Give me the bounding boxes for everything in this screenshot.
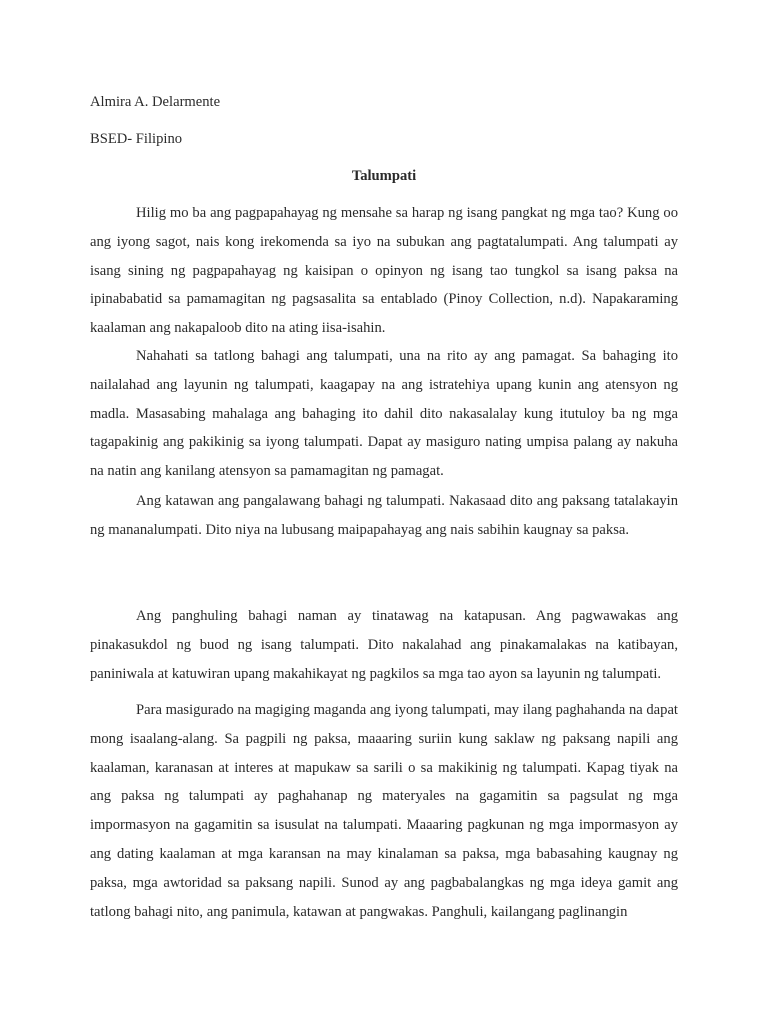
paragraph-paghahanda: Para masigurado na magiging maganda ang iyong talumpati, may ilang paghahanda na dapat mong isaalang-alang. Sa pagpili ng paksa, maaaring suriin kung saklaw ng paksang napili ang kaalaman, karanasan at interes at mapukaw sa sarili o sa makikinig ng talumpati. Kapag tiyak na ang paksa ng talumpati ay paghahanap ng materyales na gagamitin sa pagsulat ng mga impormasyon na gagamitin sa isusulat na talumpati. Maaaring pagkunan ng mga impormasyon ay ang dating kaalaman at mga karansan na may kinalaman sa paksa, mga babasahing kaugnay ng paksa, mga awtoridad sa paksang napili. Sunod ay ang pagbabalangkas ng mga ideya gamit ang tatlong bahagi nito, ang panimula, katawan at pangwakas. Panghuli, kailangang paglinangin (90, 702, 678, 920)
course-label: BSED- Filipino (90, 131, 183, 147)
paragraph-intro: Hilig mo ba ang pagpapahayag ng mensahe sa harap ng isang pangkat ng mga tao? Kung oo ang iyong sagot, nais kong irekomenda sa iyo na subukan ang pagtatalumpati. Ang talumpati ay isang sining ng pagpapahayag ng kaisipan o opinyon ng isang tao tungkol sa isang paksa na ipinababatid sa pamamagitan ng pagsasalita sa entablado (Pinoy Collection, n.d). Napakaraming kaalaman ang nakapaloob dito na ating iisa-isahin. (90, 205, 678, 337)
author-name: Almira A. Delarmente (90, 94, 221, 110)
paragraph-katawan: Ang katawan ang pangalawang bahagi ng talumpati. Nakasaad dito ang paksang tatalakayin ng mananalumpati. Dito niya na lubusang maipapahayag ang nais sabihin kaugnay sa paksa. (90, 493, 678, 538)
paragraph-katapusan: Ang panghuling bahagi naman ay tinatawag na katapusan. Ang pagwawakas ang pinakasukdol ng buod ng isang talumpati. Dito nakalahad ang pinakamalakas na katibayan, paniniwala at katuwiran upang makahikayat ng pagkilos sa mga tao ayon sa layunin ng talumpati. (90, 608, 678, 682)
paragraph-pamagat: Nahahati sa tatlong bahagi ang talumpati, una na rito ay ang pamagat. Sa bahaging ito nailalahad ang layunin ng talumpati, kaagapay na ang istratehiya upang kunin ang atensyon ng madla. Masasabing mahalaga ang bahaging ito dahil dito nakasalalay kung itutuloy ba ng mga tagapakinig ang pakikinig sa iyong talumpati. Dapat ay masiguro nating umpisa palang ay nakuha na natin ang kanilang atensyon sa pamamagitan ng pamagat. (90, 348, 678, 480)
document-title: Talumpati (351, 168, 417, 184)
